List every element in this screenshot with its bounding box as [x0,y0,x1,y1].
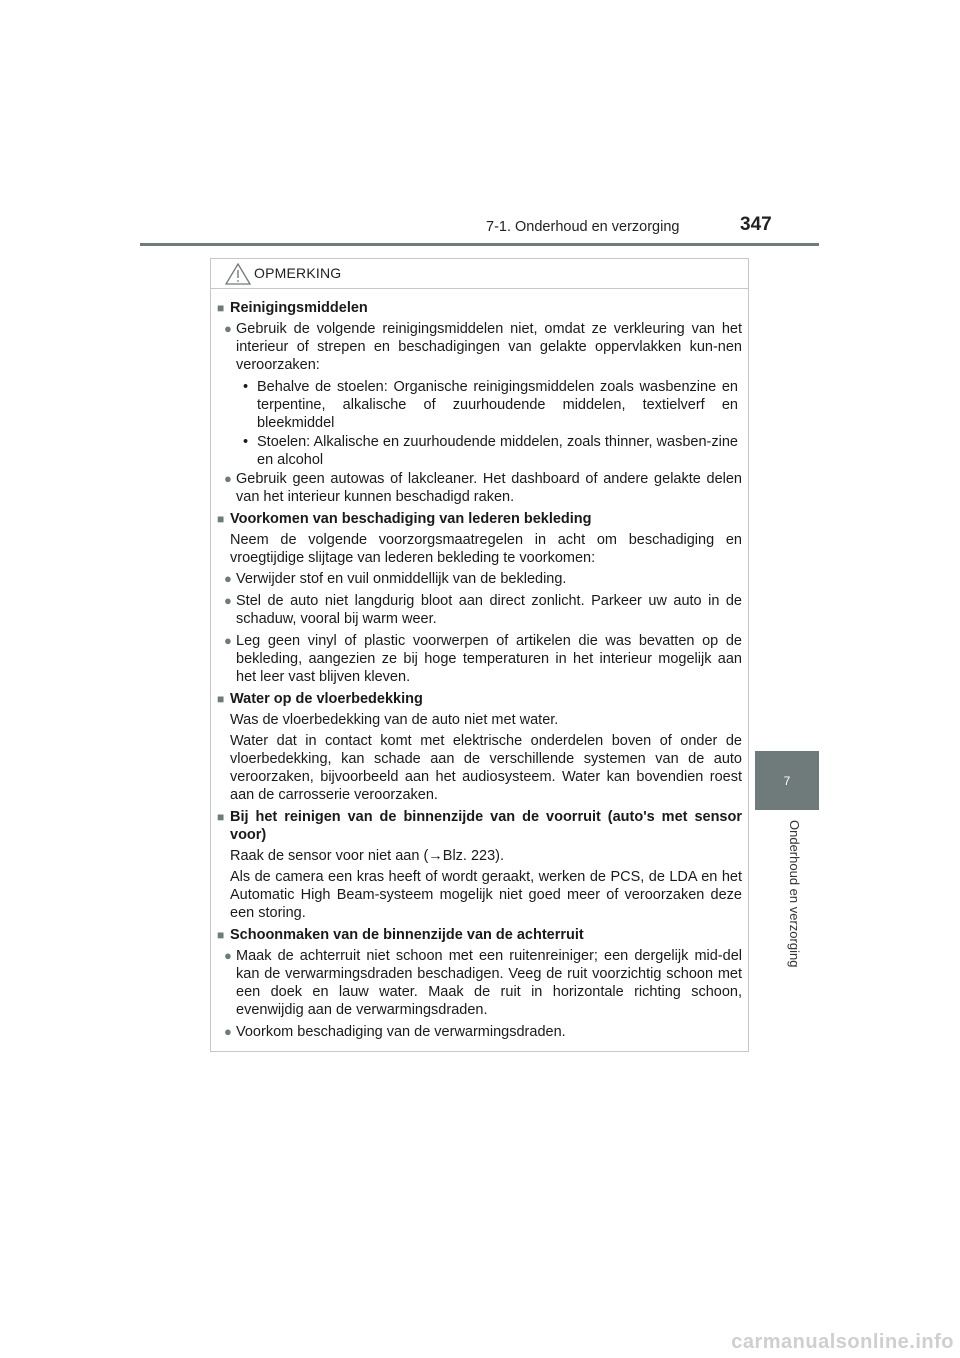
chapter-tab [755,751,819,810]
paragraph: Water dat in contact komt met elektrische onderdelen boven of onder de vloerbedekking, kan schade aan de verschillende systemen van de auto veroorzaken, bijvoorbeeld aan het audiosysteem. Water kan bovendien roest aan de carrosserie veroorzaken. [230,733,742,803]
bullet-item [224,632,742,686]
notice-section [217,808,742,922]
item-text: Voorkom beschadiging van de verwarmingsdraden. [236,1024,566,1040]
notice-content [211,289,748,1045]
bullet-item [224,947,742,1019]
small-bullet-icon [241,433,257,469]
paragraph: Neem de volgende voorzorgsmaatregelen in acht om beschadiging en vroegtijdige slijtage van lederen bekleding te voorkomen: [230,532,742,566]
notice-section [217,690,742,804]
warning-triangle-icon [225,263,251,290]
paragraph: Als de camera een kras heeft of wordt geraakt, werken de PCS, de LDA en het Automatic High Beam-systeem mogelijk niet goed meer of veroorzaken deze een storing. [230,869,742,921]
watermark: carmanualsonline.info [731,1331,954,1353]
section-heading [217,510,742,528]
paragraph: Was de vloerbedekking van de auto niet met water. [230,712,559,728]
notice-section [217,299,742,506]
section-heading [217,808,742,844]
circle-bullet-icon [224,592,236,628]
item-text: Gebruik de volgende reinigingsmiddelen niet, omdat ze verkleuring van het interieur of strepen en beschadigingen van gelakte oppervlakken kun-nen veroorzaken: [236,321,742,373]
section-heading-text: Voorkomen van beschadiging van lederen bekleding [230,511,592,527]
paragraph: Raak de sensor voor niet aan (→Blz. 223). [230,848,505,864]
chapter-label: Onderhoud en verzorging [787,820,802,968]
item-text: Leg geen vinyl of plastic voorwerpen of artikelen die was bevatten op de bekleding, aangezien ze bij hoge temperaturen in het interieur mogelijk aan het leer vast blijven kleven. [236,633,742,685]
square-bullet-icon [217,510,230,528]
notice-section [217,510,742,686]
circle-bullet-icon [224,1023,236,1041]
square-bullet-icon [217,690,230,708]
item-text: Behalve de stoelen: Organische reinigingsmiddelen zoals wasbenzine en terpentine, alkalische of zuurhoudende middelen, textielverf en bleekmiddel [257,379,738,431]
bullet-item [224,320,742,374]
section-heading-text: Bij het reinigen van de binnenzijde van de voorruit (auto's met sensor voor) [230,809,742,843]
notice-box [210,258,749,1052]
bullet-item [224,592,742,628]
bullet-item [224,470,742,506]
circle-bullet-icon [224,320,236,374]
item-text: Stoelen: Alkalische en zuurhoudende middelen, zoals thinner, wasben-zine en alcohol [257,434,738,468]
sub-bullet-item [241,378,742,432]
section-heading-text: Schoonmaken van de binnenzijde van de achterruit [230,927,584,943]
section-heading [217,690,742,708]
bullet-item [224,1023,742,1041]
notice-section [217,926,742,1041]
square-bullet-icon [217,926,230,944]
circle-bullet-icon [224,632,236,686]
circle-bullet-icon [224,470,236,506]
item-text: Verwijder stof en vuil onmiddellijk van de bekleding. [236,571,567,587]
item-text: Maak de achterruit niet schoon met een ruitenreiniger; een dergelijk mid-del kan de verwarmingsdraden beschadigen. Veeg de ruit voorzichtig schoon met een doek en lauw water. Maak de ruit in horizontale richting schoon, evenwijdig aan de verwarmingsdraden. [236,948,742,1018]
chapter-number: 7 [783,773,791,788]
page-number: 347 [740,214,772,235]
notice-header [211,259,748,289]
notice-title: OPMERKING [254,265,342,281]
circle-bullet-icon [224,570,236,588]
section-heading [217,299,742,317]
section-heading-text: Reinigingsmiddelen [230,300,368,316]
section-heading-text: Water op de vloerbedekking [230,691,423,707]
header-rule [140,243,819,246]
sub-bullet-item [241,433,742,469]
circle-bullet-icon [224,947,236,1019]
item-text: Stel de auto niet langdurig bloot aan direct zonlicht. Parkeer uw auto in de schaduw, vooral bij warm weer. [236,593,742,627]
square-bullet-icon [217,299,230,317]
bullet-item [224,570,742,588]
small-bullet-icon [241,378,257,432]
item-text: Gebruik geen autowas of lakcleaner. Het dashboard of andere gelakte delen van het interieur kunnen beschadigd raken. [236,471,742,505]
section-title: 7-1. Onderhoud en verzorging [486,219,680,235]
square-bullet-icon [217,808,230,844]
section-heading [217,926,742,944]
